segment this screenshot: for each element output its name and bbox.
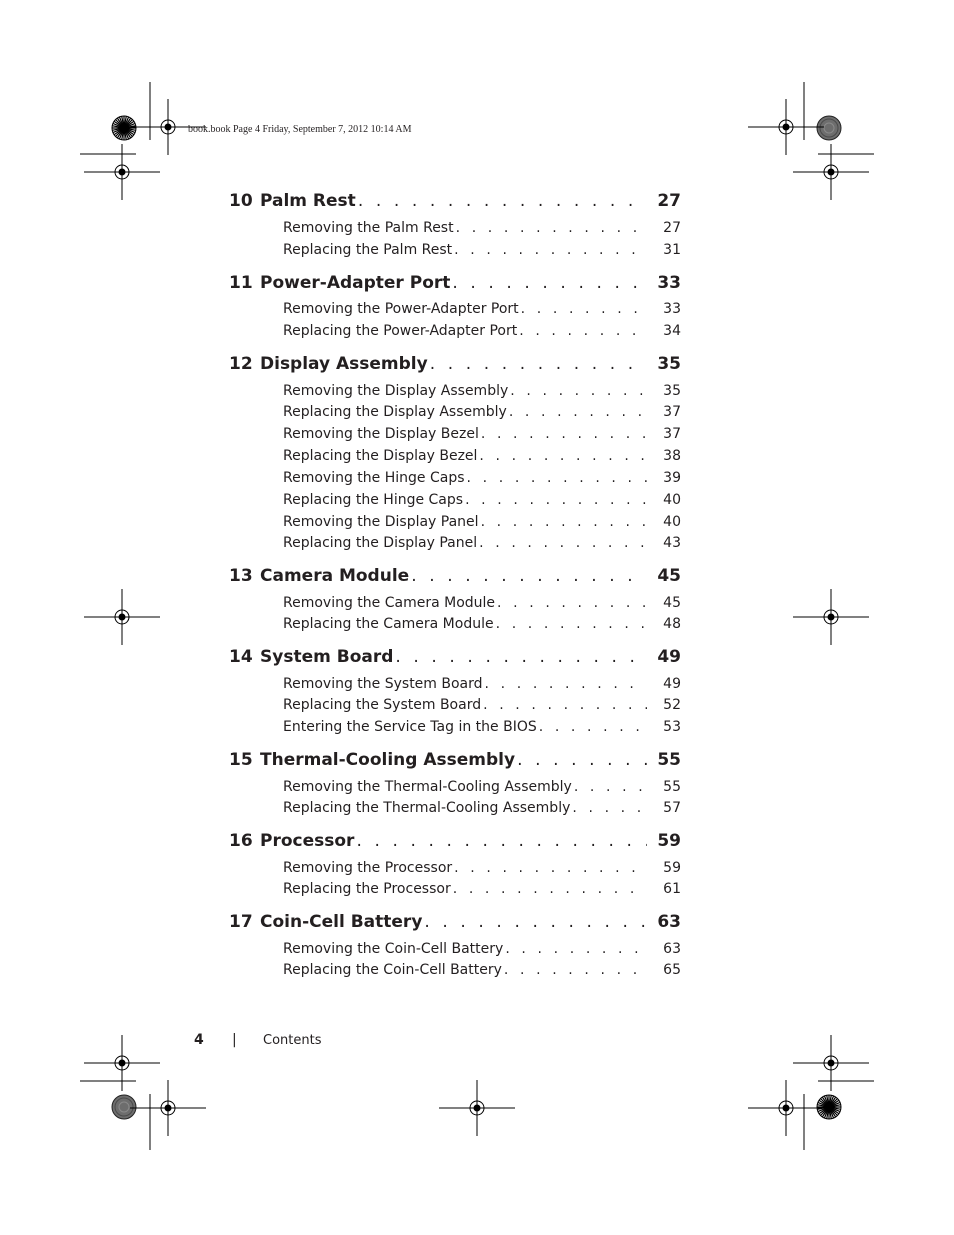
toc-entry[interactable]: [229, 535, 681, 555]
dot-leader: [409, 566, 647, 586]
dot-leader: [479, 514, 647, 530]
toc-entry[interactable]: [229, 323, 681, 343]
entry-title: Replacing the Hinge Caps: [283, 492, 464, 508]
toc-chapter-15[interactable]: [229, 750, 681, 774]
toc-chapter-12[interactable]: [229, 354, 681, 378]
dot-leader: [519, 301, 647, 317]
chapter-title: Camera Module: [260, 566, 410, 586]
toc-entry[interactable]: [229, 962, 681, 982]
entry-title: Replacing the Coin-Cell Battery: [283, 962, 502, 978]
chapter-title: Palm Rest: [260, 191, 356, 211]
chapter-number: 10: [229, 191, 253, 211]
chapter-page: 55: [657, 750, 681, 770]
toc-entry[interactable]: [229, 616, 681, 636]
toc-entry[interactable]: [229, 492, 681, 512]
toc-entry[interactable]: [229, 514, 681, 534]
entry-title: Removing the Thermal-Cooling Assembly: [283, 779, 572, 795]
toc-entry[interactable]: [229, 470, 681, 490]
chapter-title: System Board: [260, 647, 394, 667]
entry-page: 57: [663, 800, 681, 816]
print-slug: book.book Page 4 Friday, September 7, 2012 10:14 AM: [188, 124, 412, 135]
entry-title: Replacing the Camera Module: [283, 616, 494, 632]
toc-entry[interactable]: [229, 881, 681, 901]
dot-leader: [508, 383, 647, 399]
dot-leader: [422, 912, 647, 932]
entry-title: Replacing the Processor: [283, 881, 451, 897]
dot-leader: [481, 697, 647, 713]
footer-section-name: Contents: [263, 1033, 322, 1048]
dot-leader: [495, 595, 647, 611]
toc-chapter-17[interactable]: [229, 912, 681, 936]
entry-page: 35: [663, 383, 681, 399]
chapter-number: 17: [229, 912, 253, 932]
dot-leader: [517, 323, 647, 339]
entry-page: 33: [663, 301, 681, 317]
entry-title: Removing the Power-Adapter Port: [283, 301, 519, 317]
dot-leader: [503, 941, 647, 957]
entry-page: 27: [663, 220, 681, 236]
dot-leader: [465, 470, 647, 486]
dot-leader: [454, 220, 647, 236]
dot-leader: [479, 426, 647, 442]
footer-page-number: 4: [194, 1032, 204, 1048]
entry-title: Replacing the Power-Adapter Port: [283, 323, 518, 339]
dot-leader: [477, 448, 647, 464]
entry-title: Removing the Display Bezel: [283, 426, 479, 442]
dot-leader: [507, 404, 647, 420]
dot-leader: [570, 800, 647, 816]
toc-chapter-10[interactable]: [229, 191, 681, 215]
toc-entry[interactable]: [229, 941, 681, 961]
entry-page: 37: [663, 426, 681, 442]
dot-leader: [428, 354, 647, 374]
entry-title: Removing the Processor: [283, 860, 453, 876]
entry-page: 31: [663, 242, 681, 258]
dot-leader: [356, 191, 647, 211]
entry-page: 37: [663, 404, 681, 420]
entry-title: Removing the Palm Rest: [283, 220, 454, 236]
entry-page: 55: [663, 779, 681, 795]
entry-title: Replacing the Palm Rest: [283, 242, 453, 258]
entry-title: Entering the Service Tag in the BIOS: [283, 719, 537, 735]
entry-page: 52: [663, 697, 681, 713]
toc-entry[interactable]: [229, 860, 681, 880]
chapter-page: 33: [657, 273, 681, 293]
toc-entry[interactable]: [229, 719, 681, 739]
toc-entry[interactable]: [229, 448, 681, 468]
entry-page: 59: [663, 860, 681, 876]
entry-page: 38: [663, 448, 681, 464]
entry-page: 43: [663, 535, 681, 551]
chapter-title: Power-Adapter Port: [260, 273, 451, 293]
chapter-number: 15: [229, 750, 253, 770]
dot-leader: [515, 750, 647, 770]
chapter-number: 14: [229, 647, 253, 667]
chapter-page: 27: [657, 191, 681, 211]
dot-leader: [494, 616, 647, 632]
dot-leader: [354, 831, 647, 851]
entry-title: Removing the Camera Module: [283, 595, 496, 611]
chapter-page: 63: [657, 912, 681, 932]
entry-title: Replacing the Display Bezel: [283, 448, 478, 464]
toc-entry[interactable]: [229, 404, 681, 424]
chapter-page: 45: [657, 566, 681, 586]
chapter-title: Processor: [260, 831, 355, 851]
entry-title: Replacing the Thermal-Cooling Assembly: [283, 800, 571, 816]
chapter-number: 16: [229, 831, 253, 851]
toc-chapter-11[interactable]: [229, 273, 681, 297]
dot-leader: [483, 676, 647, 692]
dot-leader: [572, 779, 647, 795]
dot-leader: [452, 242, 647, 258]
toc-entry[interactable]: [229, 301, 681, 321]
entry-title: Removing the Display Assembly: [283, 383, 509, 399]
chapter-page: 49: [657, 647, 681, 667]
entry-page: 49: [663, 676, 681, 692]
entry-page: 40: [663, 492, 681, 508]
entry-page: 40: [663, 514, 681, 530]
toc-chapter-16[interactable]: [229, 831, 681, 855]
dot-leader: [451, 881, 647, 897]
dot-leader: [450, 273, 647, 293]
footer-separator: |: [232, 1032, 237, 1048]
entry-page: 48: [663, 616, 681, 632]
chapter-page: 35: [657, 354, 681, 374]
toc-chapter-14[interactable]: [229, 647, 681, 671]
chapter-title: Thermal-Cooling Assembly: [260, 750, 516, 770]
dot-leader: [537, 719, 647, 735]
toc-entry[interactable]: [229, 426, 681, 446]
chapter-number: 13: [229, 566, 253, 586]
dot-leader: [393, 647, 647, 667]
entry-title: Removing the Coin-Cell Battery: [283, 941, 504, 957]
toc-entry[interactable]: [229, 800, 681, 820]
entry-page: 34: [663, 323, 681, 339]
chapter-number: 11: [229, 273, 253, 293]
dot-leader: [452, 860, 647, 876]
entry-title: Replacing the Display Panel: [283, 535, 478, 551]
dot-leader: [502, 962, 647, 978]
entry-page: 63: [663, 941, 681, 957]
toc-chapter-13[interactable]: [229, 566, 681, 590]
toc-entry[interactable]: [229, 779, 681, 799]
entry-title: Replacing the Display Assembly: [283, 404, 507, 420]
entry-title: Removing the System Board: [283, 676, 483, 692]
entry-title: Removing the Display Panel: [283, 514, 479, 530]
entry-page: 53: [663, 719, 681, 735]
toc-entry[interactable]: [229, 220, 681, 240]
toc-entry[interactable]: [229, 242, 681, 262]
entry-title: Replacing the System Board: [283, 697, 482, 713]
entry-page: 65: [663, 962, 681, 978]
toc-entry[interactable]: [229, 383, 681, 403]
toc-entry[interactable]: [229, 697, 681, 717]
toc-entry[interactable]: [229, 595, 681, 615]
entry-page: 45: [663, 595, 681, 611]
dot-leader: [463, 492, 647, 508]
entry-page: 61: [663, 881, 681, 897]
chapter-title: Coin-Cell Battery: [260, 912, 423, 932]
entry-title: Removing the Hinge Caps: [283, 470, 465, 486]
chapter-title: Display Assembly: [260, 354, 428, 374]
chapter-number: 12: [229, 354, 253, 374]
entry-page: 39: [663, 470, 681, 486]
dot-leader: [477, 535, 647, 551]
toc-entry[interactable]: [229, 676, 681, 696]
chapter-page: 59: [657, 831, 681, 851]
